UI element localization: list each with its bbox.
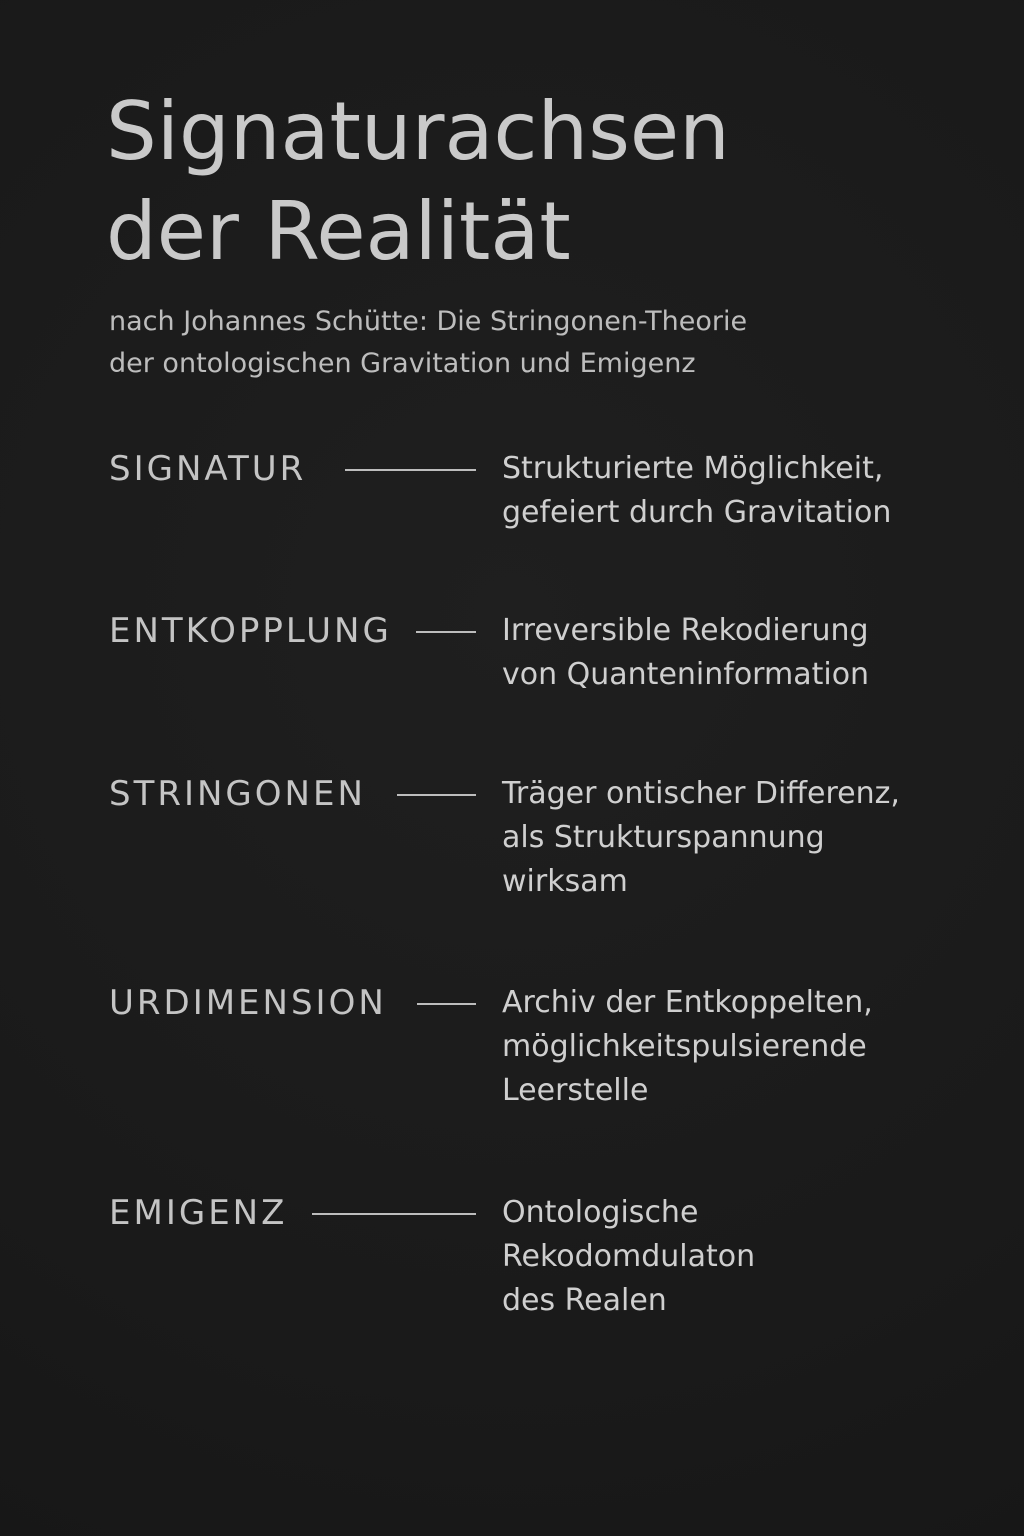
definition-line: des Realen: [502, 1283, 667, 1318]
subtitle-line-1: nach Johannes Schütte: Die Stringonen-Theorie: [109, 306, 748, 337]
definition-line: Ontologische: [502, 1195, 699, 1230]
definition-line: wirksam: [502, 864, 628, 899]
entry-term: URDIMENSION: [109, 983, 387, 1023]
definition-line: Archiv der Entkoppelten,: [502, 985, 873, 1020]
entry-definition: [502, 981, 1002, 1113]
definition-line: als Strukturspannung: [502, 820, 825, 855]
connector-line: [312, 1213, 476, 1215]
connector-line: [416, 631, 476, 633]
entry-definition: [502, 609, 1002, 697]
definition-line: Träger ontischer Differenz,: [502, 776, 900, 811]
entry-term: ENTKOPPLUNG: [109, 611, 392, 651]
definition-line: Strukturierte Möglichkeit,: [502, 451, 884, 486]
entry-term: STRINGONEN: [109, 774, 366, 814]
connector-line: [397, 794, 476, 796]
entry-definition: [502, 447, 1002, 535]
definition-line: Leerstelle: [502, 1073, 649, 1108]
entry-definition: [502, 1191, 1002, 1323]
definition-line: gefeiert durch Gravitation: [502, 495, 892, 530]
page-title: [106, 82, 986, 282]
entry-definition: [502, 772, 1002, 904]
definition-line: möglichkeitspulsierende: [502, 1029, 867, 1064]
entry-term: SIGNATUR: [109, 449, 307, 489]
title-line-2: der Realität: [106, 185, 571, 278]
entry-term: EMIGENZ: [109, 1193, 288, 1233]
connector-line: [345, 469, 476, 471]
title-line-1: Signaturachsen: [106, 85, 730, 178]
subtitle: [109, 301, 989, 385]
connector-line: [417, 1003, 476, 1005]
subtitle-line-2: der ontologischen Gravitation und Emigenz: [109, 348, 696, 379]
definition-line: Irreversible Rekodierung: [502, 613, 869, 648]
definition-line: Rekodomdulaton: [502, 1239, 756, 1274]
definition-line: von Quanteninformation: [502, 657, 870, 692]
